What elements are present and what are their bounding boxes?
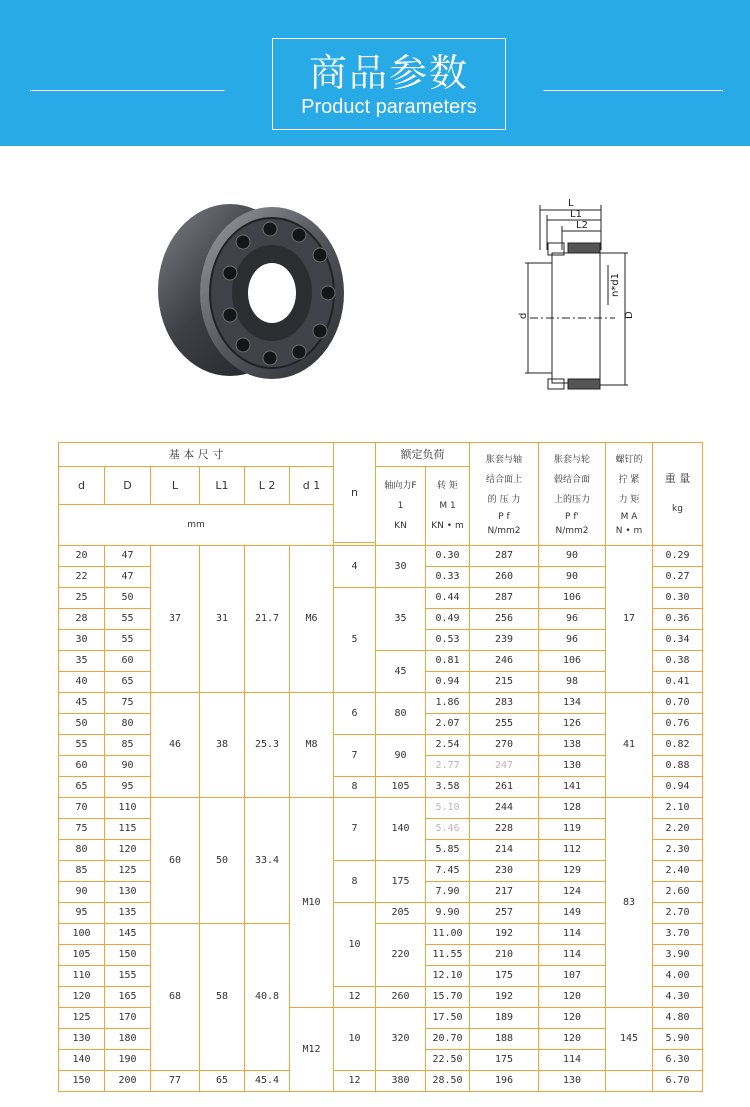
cell-MA: 17	[606, 546, 653, 693]
cell-d: 22	[59, 567, 105, 588]
cell-M1: 0.30	[426, 546, 470, 567]
cell-d: 150	[59, 1071, 105, 1092]
page-subtitle: Product parameters	[301, 96, 477, 118]
cell-kg: 2.70	[653, 903, 703, 924]
cell-F: 35	[376, 588, 426, 651]
cell-F: 80	[376, 693, 426, 735]
cell-D: 155	[105, 966, 151, 987]
header-screw-torque-line: 力 矩	[618, 495, 640, 505]
cell-Pf2: 107	[539, 966, 606, 987]
cell-D: 75	[105, 693, 151, 714]
cell-Pf2: 120	[539, 1008, 606, 1029]
cell-d: 28	[59, 609, 105, 630]
cell-kg: 4.30	[653, 987, 703, 1008]
cell-kg: 2.10	[653, 798, 703, 819]
header-axial-force-unit: KN	[394, 521, 407, 531]
cell-Pf2: 120	[539, 987, 606, 1008]
cell-kg: 4.80	[653, 1008, 703, 1029]
cell-Pf2: 96	[539, 609, 606, 630]
cell-M1: 5.46	[426, 819, 470, 840]
cell-Pf: 215	[470, 672, 539, 693]
spec-table	[58, 442, 703, 1092]
header-pf-unit: N/mm2	[487, 526, 521, 536]
header-torque-label: 转 矩	[437, 481, 458, 491]
cell-M1: 0.53	[426, 630, 470, 651]
cell-d: 100	[59, 924, 105, 945]
cell-M1: 22.50	[426, 1050, 470, 1071]
cell-kg: 3.70	[653, 924, 703, 945]
cell-D: 95	[105, 777, 151, 798]
cell-Pf2: 124	[539, 882, 606, 903]
cell-Pf: 247	[470, 756, 539, 777]
cell-F: 320	[376, 1008, 426, 1071]
header-screw-torque-line: 螺钉的	[615, 455, 643, 465]
cell-d: 40	[59, 672, 105, 693]
header-banner	[0, 0, 750, 146]
cell-F: 175	[376, 861, 426, 903]
cell-D: 60	[105, 651, 151, 672]
header-pressure-hub	[539, 443, 606, 546]
header-L2: L 2	[245, 467, 290, 505]
cell-d: 35	[59, 651, 105, 672]
cell-Pf: 283	[470, 693, 539, 714]
header-torque-unit: KN • m	[431, 521, 464, 531]
cell-kg: 0.88	[653, 756, 703, 777]
cell-kg: 5.90	[653, 1029, 703, 1050]
cell-M1: 0.81	[426, 651, 470, 672]
cell-D: 115	[105, 819, 151, 840]
cell-M1: 11.55	[426, 945, 470, 966]
cell-F: 45	[376, 651, 426, 693]
cell-Pf2: 130	[539, 1071, 606, 1092]
cell-kg: 2.20	[653, 819, 703, 840]
header-pf2-unit: N/mm2	[555, 526, 589, 536]
cell-Pf: 257	[470, 903, 539, 924]
cell-L2: 40.8	[245, 924, 290, 1071]
cell-Pf2: 129	[539, 861, 606, 882]
cell-d1: M10	[290, 798, 334, 1008]
cell-d: 50	[59, 714, 105, 735]
cell-d: 125	[59, 1008, 105, 1029]
cell-L2: 33.4	[245, 798, 290, 924]
cell-Pf: 246	[470, 651, 539, 672]
cell-D: 110	[105, 798, 151, 819]
cell-kg: 0.94	[653, 777, 703, 798]
cell-D: 170	[105, 1008, 151, 1029]
cell-d: 120	[59, 987, 105, 1008]
cell-Pf: 260	[470, 567, 539, 588]
header-pf2-sym: P f'	[565, 512, 579, 522]
header-screw-torque-line: 拧 紧	[618, 475, 640, 485]
cell-d: 105	[59, 945, 105, 966]
header-L: L	[151, 467, 200, 505]
cell-MA: 145	[606, 1008, 653, 1071]
cell-kg: 2.30	[653, 840, 703, 861]
header-pf-sym: P f	[498, 512, 510, 522]
cell-Pf2: 126	[539, 714, 606, 735]
dimension-drawing	[500, 195, 645, 400]
cell-n: 12	[334, 1071, 376, 1092]
header-screw-torque	[606, 443, 653, 546]
cell-kg: 0.82	[653, 735, 703, 756]
cell-Pf: 192	[470, 987, 539, 1008]
header-pressure-shaft-line: 的 压 力	[487, 495, 521, 505]
header-weight-unit: kg	[672, 504, 683, 514]
cell-Pf2: 134	[539, 693, 606, 714]
cell-D: 80	[105, 714, 151, 735]
cell-L1: 58	[200, 924, 245, 1071]
cell-M1: 0.94	[426, 672, 470, 693]
cell-D: 130	[105, 882, 151, 903]
cell-d: 25	[59, 588, 105, 609]
header-n: n	[334, 443, 376, 543]
cell-L1: 65	[200, 1071, 245, 1092]
cell-n: 5	[334, 588, 376, 693]
cell-L2: 45.4	[245, 1071, 290, 1092]
cell-D: 150	[105, 945, 151, 966]
cell-Pf: 189	[470, 1008, 539, 1029]
header-left-rule	[30, 90, 225, 91]
cell-n: 8	[334, 777, 376, 798]
cell-d: 95	[59, 903, 105, 924]
cell-F: 220	[376, 924, 426, 987]
header-axial-force	[376, 467, 426, 546]
cell-M1: 3.58	[426, 777, 470, 798]
drawing-label-L1: L1	[570, 209, 582, 220]
cell-D: 90	[105, 756, 151, 777]
cell-M1: 1.86	[426, 693, 470, 714]
cell-d: 140	[59, 1050, 105, 1071]
cell-Pf2: 112	[539, 840, 606, 861]
cell-L2: 21.7	[245, 546, 290, 693]
cell-L: 77	[151, 1071, 200, 1092]
cell-Pf: 256	[470, 609, 539, 630]
cell-MA	[606, 1071, 653, 1092]
cell-D: 145	[105, 924, 151, 945]
header-d1: d 1	[290, 467, 334, 505]
cell-d: 80	[59, 840, 105, 861]
cell-n: 12	[334, 987, 376, 1008]
cell-kg: 0.76	[653, 714, 703, 735]
cell-D: 50	[105, 588, 151, 609]
header-rated-load: 额定负荷	[376, 443, 470, 467]
cell-F: 105	[376, 777, 426, 798]
drawing-label-d: d	[518, 312, 529, 319]
cell-kg: 0.27	[653, 567, 703, 588]
cell-Pf2: 149	[539, 903, 606, 924]
cell-M1: 15.70	[426, 987, 470, 1008]
expansion-sleeve-photo	[150, 195, 360, 390]
title-frame	[272, 38, 506, 130]
cell-M1: 2.77	[426, 756, 470, 777]
cell-D: 135	[105, 903, 151, 924]
header-torque-sym: M 1	[439, 501, 456, 511]
cell-Pf: 175	[470, 966, 539, 987]
cell-Pf: 261	[470, 777, 539, 798]
cell-F: 380	[376, 1071, 426, 1092]
cell-Pf: 188	[470, 1029, 539, 1050]
cell-n: 10	[334, 903, 376, 987]
cell-Pf2: 128	[539, 798, 606, 819]
cell-n: 6	[334, 693, 376, 735]
cell-d1: M12	[290, 1008, 334, 1092]
cell-L: 68	[151, 924, 200, 1071]
cell-kg: 6.70	[653, 1071, 703, 1092]
cell-Pf2: 120	[539, 1029, 606, 1050]
cell-M1: 0.33	[426, 567, 470, 588]
header-pressure-shaft-line: 结合面上	[485, 475, 522, 485]
header-pressure-hub-line: 胀套与轮	[553, 455, 590, 465]
cell-Pf: 175	[470, 1050, 539, 1071]
cell-Pf2: 114	[539, 945, 606, 966]
cell-Pf2: 90	[539, 567, 606, 588]
cell-d: 55	[59, 735, 105, 756]
drawing-label-D: D	[624, 311, 635, 319]
cell-Pf: 255	[470, 714, 539, 735]
cell-Pf: 210	[470, 945, 539, 966]
header-axial-force-label: 轴向力F	[384, 481, 417, 491]
cell-F: 205	[376, 903, 426, 924]
cell-Pf: 239	[470, 630, 539, 651]
cell-Pf2: 141	[539, 777, 606, 798]
page-title: 商品参数	[308, 51, 469, 95]
cell-kg: 0.29	[653, 546, 703, 567]
cell-d: 65	[59, 777, 105, 798]
cell-d: 45	[59, 693, 105, 714]
cell-L1: 31	[200, 546, 245, 693]
cell-D: 165	[105, 987, 151, 1008]
cell-Pf2: 138	[539, 735, 606, 756]
cell-Pf: 287	[470, 588, 539, 609]
cell-kg: 6.30	[653, 1050, 703, 1071]
cell-kg: 2.40	[653, 861, 703, 882]
header-axial-force-sym: 1	[397, 501, 404, 511]
cell-M1: 7.45	[426, 861, 470, 882]
header-pressure-shaft-line: 胀套与轴	[485, 455, 522, 465]
cell-D: 47	[105, 546, 151, 567]
cell-M1: 0.49	[426, 609, 470, 630]
cell-M1: 11.00	[426, 924, 470, 945]
cell-M1: 5.10	[426, 798, 470, 819]
cell-Pf: 214	[470, 840, 539, 861]
cell-M1: 2.07	[426, 714, 470, 735]
cell-M1: 9.90	[426, 903, 470, 924]
cell-Pf2: 106	[539, 651, 606, 672]
header-pressure-hub-line: 毂结合面	[553, 475, 590, 485]
cell-kg: 4.00	[653, 966, 703, 987]
cell-kg: 0.36	[653, 609, 703, 630]
header-pressure-shaft	[470, 443, 539, 546]
cell-D: 65	[105, 672, 151, 693]
cell-Pf2: 130	[539, 756, 606, 777]
cell-D: 125	[105, 861, 151, 882]
cell-M1: 20.70	[426, 1029, 470, 1050]
cell-M1: 5.85	[426, 840, 470, 861]
cell-Pf: 230	[470, 861, 539, 882]
cell-n: 4	[334, 546, 376, 588]
cell-kg: 3.90	[653, 945, 703, 966]
cell-M1: 28.50	[426, 1071, 470, 1092]
cell-Pf: 217	[470, 882, 539, 903]
cell-d: 30	[59, 630, 105, 651]
cell-L1: 38	[200, 693, 245, 798]
cell-kg: 0.30	[653, 588, 703, 609]
header-weight-label: 重 量	[664, 472, 691, 485]
cell-d: 130	[59, 1029, 105, 1050]
cell-L2: 25.3	[245, 693, 290, 798]
cell-d: 20	[59, 546, 105, 567]
header-d: d	[59, 467, 105, 505]
cell-d: 90	[59, 882, 105, 903]
cell-M1: 17.50	[426, 1008, 470, 1029]
cell-d: 60	[59, 756, 105, 777]
drawing-label-L: L	[568, 198, 574, 209]
cell-Pf2: 96	[539, 630, 606, 651]
cell-d: 75	[59, 819, 105, 840]
cell-d1: M8	[290, 693, 334, 798]
cell-M1: 0.44	[426, 588, 470, 609]
cell-d: 110	[59, 966, 105, 987]
cell-kg: 0.34	[653, 630, 703, 651]
cell-Pf: 192	[470, 924, 539, 945]
header-right-rule	[543, 90, 723, 91]
cell-Pf: 287	[470, 546, 539, 567]
drawing-label-nd1: n*d1	[610, 272, 621, 297]
cell-M1: 12.10	[426, 966, 470, 987]
cell-Pf: 270	[470, 735, 539, 756]
header-D: D	[105, 467, 151, 505]
cell-Pf2: 119	[539, 819, 606, 840]
cell-d1: M6	[290, 546, 334, 693]
cell-kg: 0.70	[653, 693, 703, 714]
header-basic-dims: 基 本 尺 寸	[59, 443, 334, 467]
cell-Pf: 196	[470, 1071, 539, 1092]
cell-MA: 83	[606, 798, 653, 1008]
cell-MA: 41	[606, 693, 653, 798]
cell-kg: 0.41	[653, 672, 703, 693]
cell-n: 10	[334, 1008, 376, 1071]
header-ma-unit: N • m	[615, 526, 643, 536]
cell-F: 140	[376, 798, 426, 861]
cell-D: 120	[105, 840, 151, 861]
cell-Pf2: 106	[539, 588, 606, 609]
cell-kg: 0.38	[653, 651, 703, 672]
cell-d: 85	[59, 861, 105, 882]
cell-D: 200	[105, 1071, 151, 1092]
cell-Pf: 244	[470, 798, 539, 819]
drawing-label-L2: L2	[576, 220, 588, 231]
header-ma-sym: M A	[620, 512, 638, 522]
cell-M1: 7.90	[426, 882, 470, 903]
cell-Pf2: 98	[539, 672, 606, 693]
cell-D: 55	[105, 609, 151, 630]
cell-d: 70	[59, 798, 105, 819]
header-mm: mm	[59, 505, 334, 546]
cell-n: 7	[334, 735, 376, 777]
cell-kg: 2.60	[653, 882, 703, 903]
cell-L: 46	[151, 693, 200, 798]
cell-D: 55	[105, 630, 151, 651]
cell-F: 90	[376, 735, 426, 777]
header-torque	[426, 467, 470, 546]
cell-F: 30	[376, 546, 426, 588]
cell-Pf: 228	[470, 819, 539, 840]
cell-L: 60	[151, 798, 200, 924]
cell-Pf2: 114	[539, 924, 606, 945]
cell-Pf2: 90	[539, 546, 606, 567]
cell-n: 7	[334, 798, 376, 861]
header-weight	[653, 443, 703, 546]
header-L1: L1	[200, 467, 245, 505]
cell-D: 85	[105, 735, 151, 756]
cell-D: 47	[105, 567, 151, 588]
cell-n: 8	[334, 861, 376, 903]
cell-D: 190	[105, 1050, 151, 1071]
cell-L1: 50	[200, 798, 245, 924]
header-pressure-hub-line: 上的压力	[553, 495, 590, 505]
cell-L: 37	[151, 546, 200, 693]
cell-F: 260	[376, 987, 426, 1008]
cell-M1: 2.54	[426, 735, 470, 756]
cell-D: 180	[105, 1029, 151, 1050]
cell-Pf2: 114	[539, 1050, 606, 1071]
